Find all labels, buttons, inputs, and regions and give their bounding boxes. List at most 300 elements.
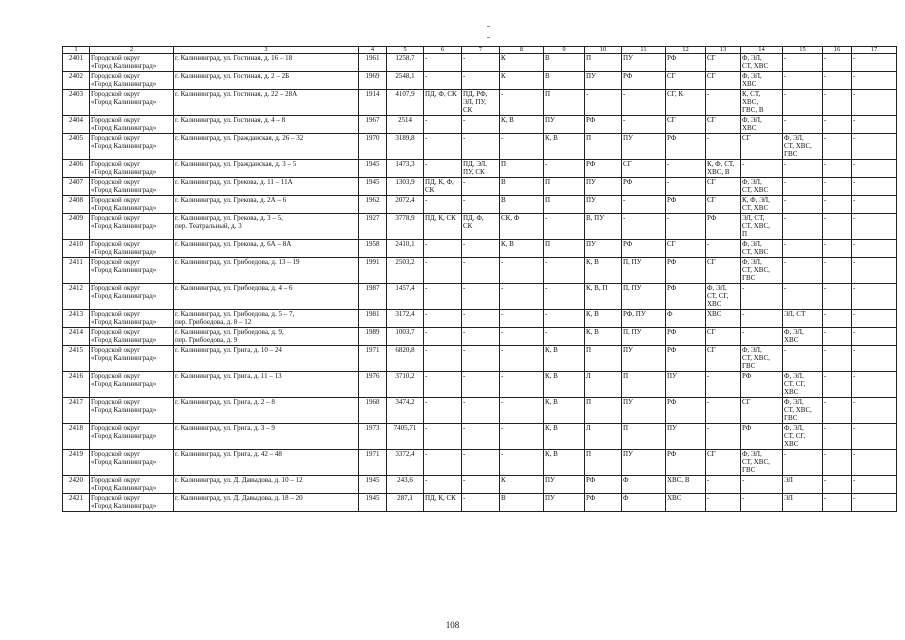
table-cell: 2418 [63, 424, 90, 450]
table-cell: - [706, 476, 741, 494]
column-header: 15 [783, 47, 823, 54]
table-cell: - [741, 160, 783, 178]
table-cell: 2411 [63, 258, 90, 284]
table-cell: - [783, 346, 823, 372]
housing-registry-table [62, 46, 897, 512]
column-header: 4 [359, 47, 387, 54]
table-cell: Ф, ЭЛ, СТ, СГ, ХВС [783, 424, 823, 450]
table-cell: РФ [666, 450, 706, 476]
table-cell: 2405 [63, 134, 90, 160]
table-cell: П [585, 54, 622, 72]
table-cell: К, В [544, 398, 585, 424]
table-cell: - [852, 310, 897, 328]
table-cell: 2417 [63, 398, 90, 424]
table-cell: 1914 [359, 90, 387, 116]
table-cell: - [424, 54, 462, 72]
table-cell: - [462, 494, 500, 512]
table-cell: Городской округ «Город Калининград» [90, 90, 174, 116]
table-cell: Ф [622, 494, 666, 512]
table-cell: - [783, 258, 823, 284]
table-cell: СК, Ф [500, 214, 544, 240]
table-cell: - [500, 346, 544, 372]
table-cell: Городской округ «Город Калининград» [90, 134, 174, 160]
table-cell: - [852, 72, 897, 90]
table-cell: ПУ [666, 372, 706, 398]
table-cell: РФ, ПУ [622, 310, 666, 328]
table-row [63, 476, 897, 494]
table-cell: - [783, 284, 823, 310]
table-cell: 1981 [359, 310, 387, 328]
table-cell: 4107,9 [387, 90, 424, 116]
table-cell: 1971 [359, 450, 387, 476]
table-cell: ХВС [666, 494, 706, 512]
table-cell: ПУ [585, 178, 622, 196]
table-cell: 1473,3 [387, 160, 424, 178]
column-header: 16 [823, 47, 852, 54]
table-cell: В [544, 72, 585, 90]
table-cell: 1967 [359, 116, 387, 134]
table-cell: - [852, 160, 897, 178]
table-cell: - [852, 424, 897, 450]
table-cell: Городской округ «Город Калининград» [90, 284, 174, 310]
table-cell: К, В [544, 134, 585, 160]
table-cell: ПД, Ф, СК [462, 214, 500, 240]
table-cell: - [424, 196, 462, 214]
table-cell: П [544, 240, 585, 258]
table-cell: РФ [741, 372, 783, 398]
table-cell: Городской округ «Город Калининград» [90, 346, 174, 372]
table-cell: - [823, 372, 852, 398]
table-cell: СГ [706, 54, 741, 72]
scan-speck [487, 37, 490, 38]
table-cell: 3189,8 [387, 134, 424, 160]
table-row [63, 134, 897, 160]
table-cell: 1258,7 [387, 54, 424, 72]
table-cell: - [622, 116, 666, 134]
table-cell: 6820,8 [387, 346, 424, 372]
table-cell: СГ [706, 116, 741, 134]
table-cell: ПД, К, Ф, СК [424, 178, 462, 196]
table-cell: - [424, 476, 462, 494]
table-cell: Городской округ «Город Калининград» [90, 450, 174, 476]
table-cell: ПУ [622, 54, 666, 72]
table-cell: 2409 [63, 214, 90, 240]
table-cell: - [462, 72, 500, 90]
table-cell: СГ [706, 346, 741, 372]
table-body [63, 54, 897, 512]
table-cell: Городской округ «Город Калининград» [90, 72, 174, 90]
table-cell: г. Калининград, ул. Грекова, д. 11 – 11А [174, 178, 359, 196]
table-cell: - [852, 284, 897, 310]
table-cell: - [852, 240, 897, 258]
table-cell: СГ [666, 72, 706, 90]
table-cell: - [424, 284, 462, 310]
table-cell: СГ [741, 398, 783, 424]
table-cell: Городской округ «Город Калининград» [90, 476, 174, 494]
table-cell: СГ [666, 116, 706, 134]
column-header: 10 [585, 47, 622, 54]
column-header: 13 [706, 47, 741, 54]
table-cell: К [500, 476, 544, 494]
table-cell: - [823, 134, 852, 160]
table-cell: 2416 [63, 372, 90, 398]
table-cell: - [783, 240, 823, 258]
table-cell: - [823, 310, 852, 328]
table-cell: П, ПУ [622, 284, 666, 310]
table-cell: 2503,2 [387, 258, 424, 284]
table-cell: РФ [666, 346, 706, 372]
table-cell: - [424, 160, 462, 178]
column-header: 5 [387, 47, 424, 54]
page-number: 108 [445, 620, 460, 630]
table-cell: П [585, 346, 622, 372]
table-cell: 1968 [359, 398, 387, 424]
table-row [63, 178, 897, 196]
table-cell: Городской округ «Город Калининград» [90, 240, 174, 258]
table-cell: - [500, 398, 544, 424]
table-cell: П [585, 450, 622, 476]
table-cell: - [852, 196, 897, 214]
table-cell: РФ [741, 424, 783, 450]
table-cell: - [852, 214, 897, 240]
table-cell: г. Калининград, ул. Грига, д. 42 – 48 [174, 450, 359, 476]
table-cell: В [544, 54, 585, 72]
table-cell: - [823, 258, 852, 284]
table-cell: - [424, 72, 462, 90]
table-cell: - [544, 214, 585, 240]
table-cell: К, В [585, 258, 622, 284]
table-cell: - [706, 494, 741, 512]
table-cell: 3172,4 [387, 310, 424, 328]
table-cell: Л [585, 372, 622, 398]
table-cell: К, В, П [585, 284, 622, 310]
table-row [63, 258, 897, 284]
table-cell: 2410 [63, 240, 90, 258]
table-cell: 2414 [63, 328, 90, 346]
table-cell: 2407 [63, 178, 90, 196]
table-cell: - [706, 90, 741, 116]
table-cell: - [500, 450, 544, 476]
table-cell: К, В [585, 310, 622, 328]
table-cell: - [500, 258, 544, 284]
table-cell: К, В [585, 328, 622, 346]
table-cell: - [823, 214, 852, 240]
scan-speck [487, 26, 490, 27]
table-cell: г. Калининград, ул. Грига, д. 10 – 24 [174, 346, 359, 372]
table-cell: РФ [666, 398, 706, 424]
table-cell: СГ [706, 450, 741, 476]
table-cell: г. Калининград, ул. Д. Давыдова, д. 18 – 20 [174, 494, 359, 512]
table-cell: РФ [666, 258, 706, 284]
table-cell: СГ [706, 72, 741, 90]
table-cell: ПУ [585, 72, 622, 90]
table-cell: - [666, 214, 706, 240]
table-cell: - [783, 90, 823, 116]
table-cell: К, В [544, 372, 585, 398]
column-header: 12 [666, 47, 706, 54]
table-row [63, 160, 897, 178]
table-cell: - [500, 134, 544, 160]
table-cell: Ф, ЭЛ, СТ, ХВС [741, 54, 783, 72]
table-cell: 2413 [63, 310, 90, 328]
table-cell: - [823, 240, 852, 258]
table-cell: 1970 [359, 134, 387, 160]
table-cell: г. Калининград, ул. Грибоедова, д. 5 – 7, пер. Грибоедова, д. 8 – 12 [174, 310, 359, 328]
table-row [63, 450, 897, 476]
table-cell: - [783, 214, 823, 240]
table-cell: - [852, 178, 897, 196]
table-cell: - [852, 450, 897, 476]
table-cell: - [823, 476, 852, 494]
table-cell: Ф, ЭЛ, СТ, ХВС [741, 178, 783, 196]
table-cell: 2072,4 [387, 196, 424, 214]
table-cell: - [424, 424, 462, 450]
table-cell: 1989 [359, 328, 387, 346]
table-row [63, 90, 897, 116]
table-cell: Ф, ЭЛ, ХВС [741, 116, 783, 134]
table-cell: - [500, 424, 544, 450]
table-cell: 1962 [359, 196, 387, 214]
table-cell: - [424, 258, 462, 284]
table-cell: - [622, 214, 666, 240]
table-cell: РФ [666, 196, 706, 214]
table-cell: 2404 [63, 116, 90, 134]
table-cell: - [783, 450, 823, 476]
table-cell: 3474,2 [387, 398, 424, 424]
table-cell: 2402 [63, 72, 90, 90]
table-cell: П [622, 372, 666, 398]
table-cell: СГ [706, 328, 741, 346]
table-cell: - [823, 90, 852, 116]
table-cell: Городской округ «Город Калининград» [90, 160, 174, 178]
table-cell: Городской округ «Город Калининград» [90, 178, 174, 196]
table-cell: - [823, 178, 852, 196]
table-cell: Городской округ «Город Калининград» [90, 328, 174, 346]
table-cell: - [622, 90, 666, 116]
column-header: 2 [90, 47, 174, 54]
table-cell: - [462, 476, 500, 494]
table-cell: - [852, 90, 897, 116]
table-cell: - [424, 116, 462, 134]
table-cell: - [500, 372, 544, 398]
column-header: 17 [852, 47, 897, 54]
table-cell: - [462, 424, 500, 450]
table-cell: РФ [706, 214, 741, 240]
table-cell: - [424, 328, 462, 346]
table-cell: - [852, 398, 897, 424]
table-cell: 1945 [359, 476, 387, 494]
table-cell: П [544, 178, 585, 196]
table-cell: 1945 [359, 494, 387, 512]
table-cell: 1991 [359, 258, 387, 284]
table-row [63, 346, 897, 372]
table-cell: - [783, 160, 823, 178]
table-cell: - [823, 284, 852, 310]
table-cell: ЭЛ, СТ, СТ, ХВС, П [741, 214, 783, 240]
table-cell: СГ [622, 160, 666, 178]
table-cell: СГ [706, 196, 741, 214]
table-cell: ПУ [585, 196, 622, 214]
table-cell: ПД, К, СК [424, 494, 462, 512]
table-cell: 2514 [387, 116, 424, 134]
table-cell: ЭЛ, СТ [783, 310, 823, 328]
table-cell: - [852, 116, 897, 134]
table-cell: К, СТ, ХВС, ГВС, В [741, 90, 783, 116]
table-cell: - [852, 494, 897, 512]
column-header: 7 [462, 47, 500, 54]
table-cell: - [852, 372, 897, 398]
table-cell: - [666, 178, 706, 196]
table-cell: - [462, 116, 500, 134]
table-cell: г. Калининград, ул. Грига, д. 11 – 13 [174, 372, 359, 398]
table-cell: г. Калининград, ул. Грига, д. 3 – 9 [174, 424, 359, 450]
table-cell: - [424, 134, 462, 160]
table-cell: г. Калининград, ул. Грекова, д. 3 – 5, пер. Театральный, д. 3 [174, 214, 359, 240]
table-cell: Городской округ «Город Калининград» [90, 258, 174, 284]
table-cell: 3710,2 [387, 372, 424, 398]
table-row [63, 196, 897, 214]
table-cell: Ф, ЭЛ, ХВС [741, 72, 783, 90]
table-cell: Городской округ «Город Калининград» [90, 398, 174, 424]
table-cell: 1969 [359, 72, 387, 90]
table-cell: - [544, 284, 585, 310]
table-row [63, 214, 897, 240]
table-cell: 2548,1 [387, 72, 424, 90]
table-cell: К [500, 72, 544, 90]
table-cell: - [544, 160, 585, 178]
table-cell: 7405,71 [387, 424, 424, 450]
table-cell: Ф [622, 476, 666, 494]
table-cell: - [666, 160, 706, 178]
table-cell: Городской округ «Город Калининград» [90, 116, 174, 134]
table-cell: Городской округ «Город Калининград» [90, 196, 174, 214]
table-cell: Ф, ЭЛ, СТ, ХВС, ГВС [783, 398, 823, 424]
table-cell: 2420 [63, 476, 90, 494]
table-cell: - [500, 328, 544, 346]
table-cell: - [823, 196, 852, 214]
table-row [63, 284, 897, 310]
table-cell: - [544, 258, 585, 284]
table-cell: 1945 [359, 178, 387, 196]
table-cell: Городской округ «Город Калининград» [90, 494, 174, 512]
table-cell: ПУ [622, 134, 666, 160]
table-cell: В [500, 196, 544, 214]
table-cell: 2419 [63, 450, 90, 476]
table-cell: РФ [622, 72, 666, 90]
table-cell: П [544, 196, 585, 214]
table-row [63, 424, 897, 450]
table-cell: - [823, 450, 852, 476]
table-cell: 287,1 [387, 494, 424, 512]
table-cell: - [500, 284, 544, 310]
table-cell: - [424, 240, 462, 258]
table-cell: П [622, 424, 666, 450]
table-cell: - [462, 240, 500, 258]
table-cell: г. Калининград, ул. Гражданская, д. 26 – 32 [174, 134, 359, 160]
table-cell: ХВС [706, 310, 741, 328]
table-cell: Ф, ЭЛ, СТ, ХВС, ГВС [741, 258, 783, 284]
table-cell: Городской округ «Город Калининград» [90, 424, 174, 450]
table-cell: - [462, 54, 500, 72]
table-row [63, 54, 897, 72]
table-cell: В [500, 494, 544, 512]
table-cell: ПУ [622, 450, 666, 476]
table-cell: - [424, 398, 462, 424]
table-cell: - [823, 160, 852, 178]
table-cell: Ф, ЭЛ, ХВС [783, 328, 823, 346]
table-cell: - [462, 134, 500, 160]
table-cell: - [706, 372, 741, 398]
table-cell: - [706, 398, 741, 424]
table-cell: К, Ф, ЭЛ, СТ, ХВС [741, 196, 783, 214]
table-cell: 1945 [359, 160, 387, 178]
table-cell: Городской округ «Город Калининград» [90, 372, 174, 398]
table-cell: СГ [706, 258, 741, 284]
table-cell: - [544, 328, 585, 346]
table-row [63, 116, 897, 134]
table-cell: г. Калининград, ул. Грекова, д. 2А – 6 [174, 196, 359, 214]
table-cell: РФ [622, 178, 666, 196]
table-cell: СГ [666, 240, 706, 258]
table-cell: - [783, 196, 823, 214]
table-row [63, 72, 897, 90]
table-cell: Ф, ЭЛ, СТ, СГ, ХВС [706, 284, 741, 310]
table-cell: - [424, 372, 462, 398]
table-cell: 2406 [63, 160, 90, 178]
table-cell: ЭЛ [783, 476, 823, 494]
table-cell: - [706, 134, 741, 160]
table-cell: Городской округ «Город Калининград» [90, 214, 174, 240]
table-cell: г. Калининград, ул. Гостиная, д. 4 – 8 [174, 116, 359, 134]
table-cell: - [462, 178, 500, 196]
table-cell: - [823, 72, 852, 90]
table-cell: 1961 [359, 54, 387, 72]
table-cell: - [783, 116, 823, 134]
table-cell: - [462, 398, 500, 424]
table-row [63, 494, 897, 512]
table-cell: РФ [585, 494, 622, 512]
table-cell: 2412 [63, 284, 90, 310]
table-cell: П [500, 160, 544, 178]
table-cell: Л [585, 424, 622, 450]
table-cell: СГ, К [666, 90, 706, 116]
table-cell: П [585, 398, 622, 424]
table-cell: РФ [666, 328, 706, 346]
table-cell: - [622, 196, 666, 214]
table-row [63, 240, 897, 258]
table-cell: - [852, 134, 897, 160]
table-cell: П, ПУ [622, 328, 666, 346]
table-cell: РФ [585, 116, 622, 134]
table-cell: - [823, 494, 852, 512]
table-cell: - [852, 476, 897, 494]
table-cell: - [424, 450, 462, 476]
table-cell: 243,6 [387, 476, 424, 494]
table-cell: - [741, 310, 783, 328]
table-row [63, 372, 897, 398]
table-row [63, 328, 897, 346]
table-cell: П [544, 90, 585, 116]
table-cell: 1457,4 [387, 284, 424, 310]
table-cell: 2410,1 [387, 240, 424, 258]
table-cell: Городской округ «Город Калининград» [90, 310, 174, 328]
table-cell: 3372,4 [387, 450, 424, 476]
table-cell: В [500, 178, 544, 196]
column-header: 9 [544, 47, 585, 54]
table-cell: 2401 [63, 54, 90, 72]
table-cell: СГ [706, 178, 741, 196]
table-cell: П [585, 134, 622, 160]
